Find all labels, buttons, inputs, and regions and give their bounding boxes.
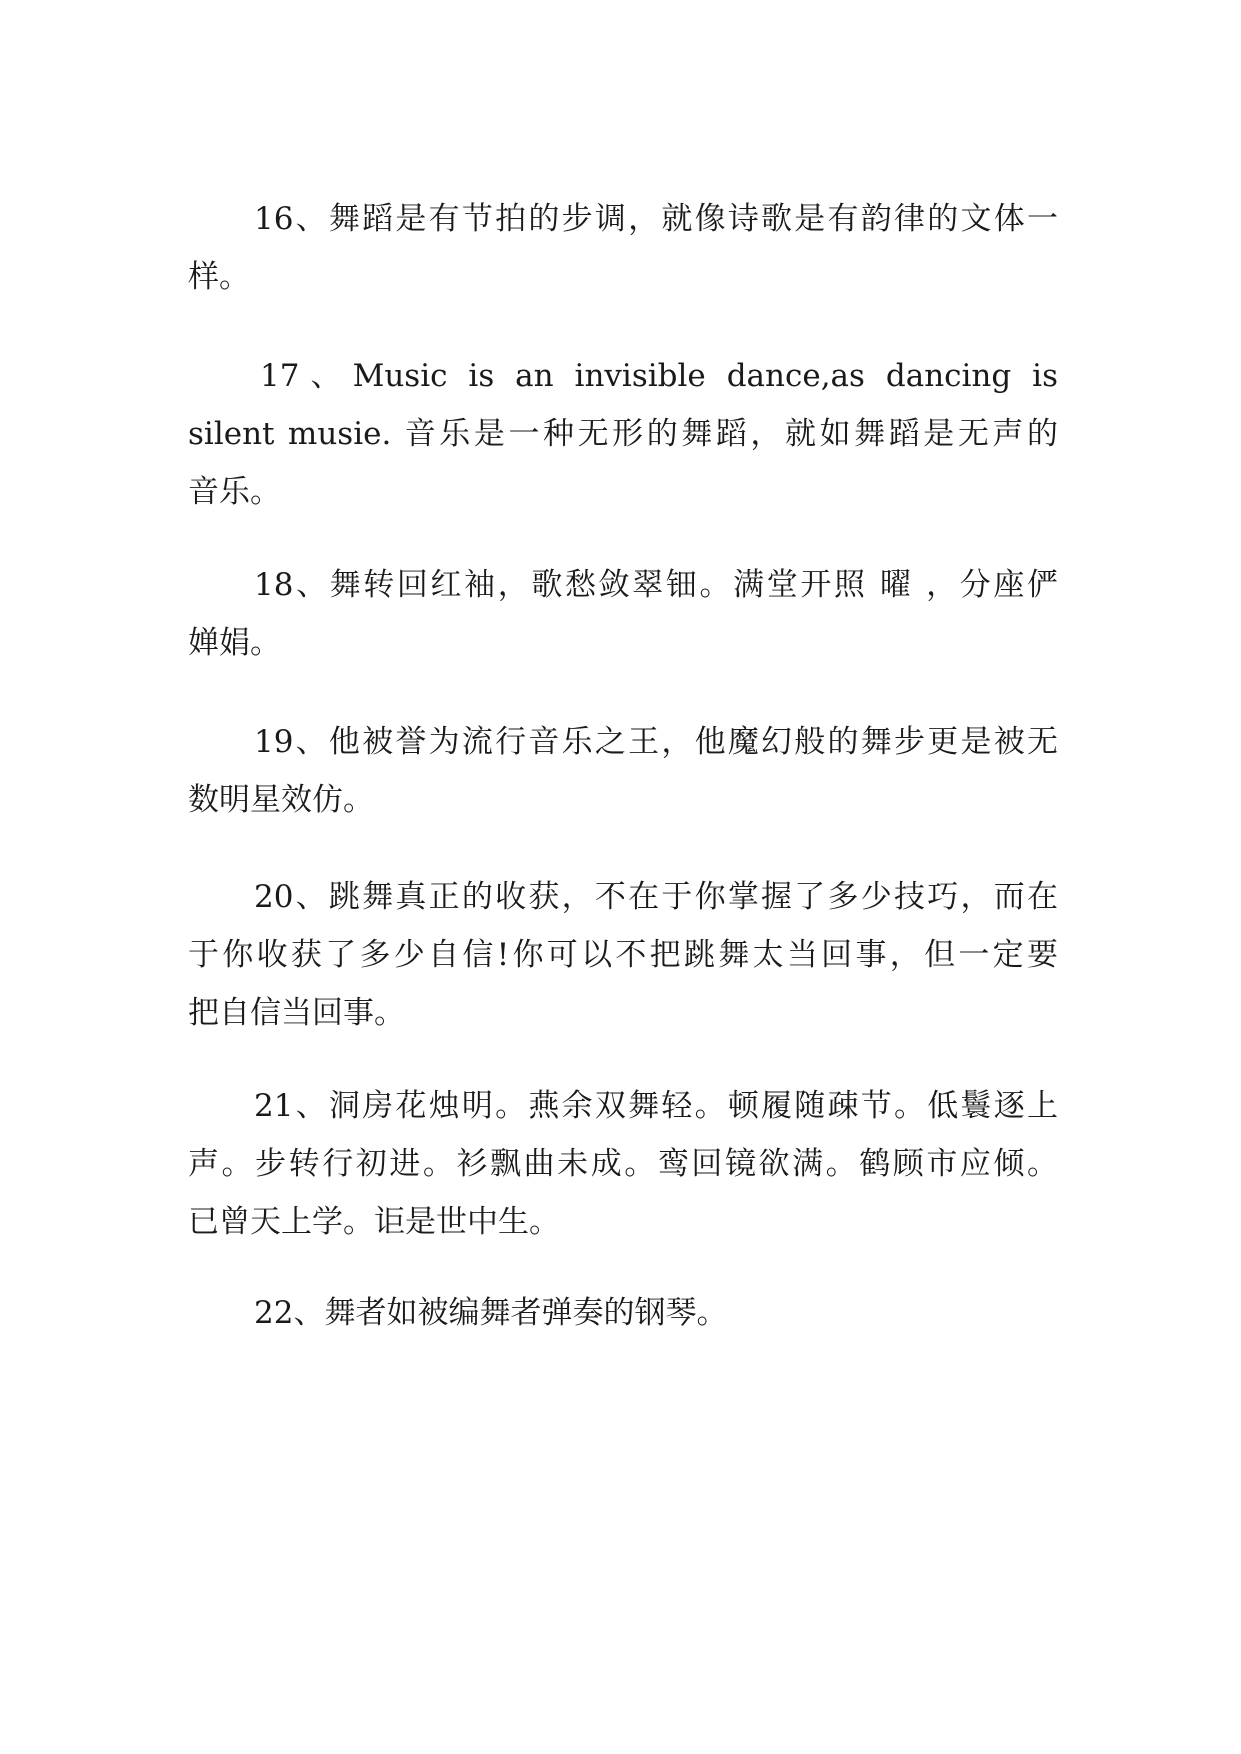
paragraph-22 [188,1284,1058,1342]
paragraph-line: 17、Music is an invisible dance,as dancing is [260,358,1058,394]
paragraph-line: 样。 [188,259,250,295]
paragraph-17 [188,347,1058,521]
paragraph-20 [188,868,1058,1042]
paragraph-line: 于你收获了多少自信!你可以不把跳舞太当回事，但一定要 [188,937,1058,973]
paragraph-19 [188,713,1058,829]
paragraph-21 [188,1077,1058,1251]
paragraph-line: 21、洞房花烛明。燕余双舞轻。顿履随疎节。低鬟逐上 [254,1088,1058,1124]
paragraph-line: 19、他被誉为流行音乐之王，他魔幻般的舞步更是被无 [254,724,1058,760]
paragraph-16 [188,190,1058,306]
paragraph-line: 婵娟。 [188,625,281,661]
paragraph-line: 20、跳舞真正的收获，不在于你掌握了多少技巧，而在 [254,879,1058,915]
paragraph-18 [188,556,1058,672]
paragraph-line: 16、舞蹈是有节拍的步调，就像诗歌是有韵律的文体一 [254,201,1058,237]
paragraph-line: 声。步转行初进。衫飘曲未成。鸾回镜欲满。鹤顾市应倾。 [188,1146,1058,1182]
paragraph-line: silent musie. 音乐是一种无形的舞蹈，就如舞蹈是无声的 [188,416,1058,452]
paragraph-line: 已曾天上学。讵是世中生。 [188,1204,560,1240]
paragraph-line: 音乐。 [188,474,281,510]
paragraph-line: 数明星效仿。 [188,782,374,818]
paragraph-line: 把自信当回事。 [188,995,405,1031]
paragraph-line: 22、舞者如被编舞者弹奏的钢琴。 [254,1295,728,1331]
paragraph-line: 18、舞转回红袖，歌愁敛翠钿。满堂开照 曜 ，分座俨 [254,567,1058,603]
